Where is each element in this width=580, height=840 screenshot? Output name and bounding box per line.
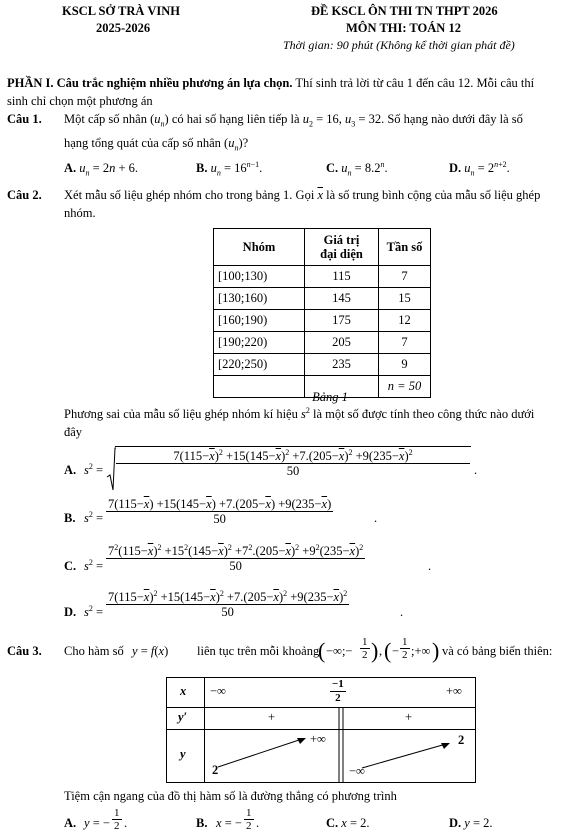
vt-crit-num: −1: [332, 678, 344, 690]
vt-y-right-start: −∞: [349, 764, 365, 778]
header-right-3: Thời gian: 90 phút (Không kể thời gian phát đề): [283, 38, 515, 52]
part1-title: PHẦN I. Câu trắc nghiệm nhiều phương án lựa chọn.: [7, 76, 293, 90]
table-cell: [160;190): [214, 310, 305, 332]
q1-label: Câu 1.: [7, 112, 42, 126]
q2-text-2: là số trung bình cộng của mẫu số liệu ghép: [326, 188, 541, 202]
table-cell: 9: [379, 354, 431, 376]
header-right-1: ĐỀ KSCL ÔN THI TN THPT 2026: [311, 4, 498, 18]
vt-y-left-start: 2: [212, 763, 219, 777]
q1-option-c[interactable]: C. $u_n = 8.2^n$.: [326, 159, 388, 178]
q1-text: Một cấp số nhân $(u_n)$ có hai số hạng liên tiếp là $u_2 = 16$, $u_3 = 32$. Số hạng nào dưới đây là số: [64, 112, 523, 129]
table-cell: 7: [379, 332, 431, 354]
vt-crit-den: 2: [335, 692, 341, 704]
q1-line2: hạng tổng quát của cấp số nhân $(u_n)$?: [64, 136, 249, 153]
table-header-value-1: Giá trị: [323, 233, 360, 247]
table-cell: [100;130): [214, 266, 305, 288]
table-header-frequency: Tần số: [379, 229, 431, 266]
q1-option-b-label: B.: [196, 161, 208, 175]
q3-option-d-label: D.: [449, 816, 462, 830]
q1-option-d[interactable]: D. $u_n = 2^{n+2}$.: [449, 159, 510, 178]
q3-option-c[interactable]: C. x = 2.: [326, 816, 370, 830]
q3-option-a-label: A.: [64, 816, 77, 830]
vt-sign-right: +: [405, 710, 413, 724]
variation-table: [166, 677, 476, 783]
q1-option-a[interactable]: A. $u_n = 2n + 6$.: [64, 161, 139, 178]
q3-text-c: và có bảng biến thiên:: [442, 644, 553, 658]
part1-instruction-2: sinh chỉ chọn một phương án: [7, 94, 153, 108]
table-cell: [220;250): [214, 354, 305, 376]
table-total: n = 50: [379, 376, 431, 398]
table-row: [214, 288, 431, 310]
vt-y-right-end: 2: [458, 733, 465, 747]
table-cell: 145: [305, 288, 379, 310]
q2-text: Xét mẫu số liệu ghép nhóm cho trong bảng 1. Gọi $\overline{x}$ là số trung bình cộng của mẫu số liệu ghép: [64, 188, 541, 202]
q2-option-c-label: C.: [64, 559, 77, 573]
table-cell: 205: [305, 332, 379, 354]
frequency-table: [213, 228, 431, 398]
part1-intro: [7, 74, 575, 110]
q2-text-3: nhóm.: [64, 206, 96, 220]
q2-text-1: Xét mẫu số liệu ghép nhóm cho trong bảng 1. Gọi: [64, 188, 315, 202]
q1-option-c-label: C.: [326, 161, 339, 175]
table-cell: 235: [305, 354, 379, 376]
sqrt-icon: [106, 447, 116, 491]
vt-y-label: y: [180, 747, 186, 761]
vt-x-label: x: [180, 684, 187, 698]
q2-text-4: Phương sai của mẫu số liệu ghép nhóm kí hiệu $s^2$ là một số được tính theo công thức nào dưới: [64, 405, 535, 421]
q1-text-c: . Số hạng nào dưới đây là số: [381, 112, 523, 126]
vt-sign-left: +: [268, 710, 276, 724]
header-left-1: KSCL SỞ TRÀ VINH: [62, 4, 180, 18]
q2-text-4a: Phương sai của mẫu số liệu ghép nhóm kí hiệu: [64, 407, 298, 421]
vt-y-left-end: +∞: [310, 732, 326, 746]
vt-yprime-label: y′: [178, 710, 188, 724]
header-right-2: MÔN THI: TOÁN 12: [346, 21, 461, 35]
table-caption: Bảng 1: [312, 390, 348, 404]
q3-text-a: Cho hàm số: [64, 644, 124, 658]
vt-x-neg-inf: −∞: [210, 684, 226, 698]
table-row: [214, 354, 431, 376]
table-cell: 12: [379, 310, 431, 332]
q1-text-b: có hai số hạng liên tiếp là: [171, 112, 300, 126]
q2-b-denominator: 50: [213, 512, 226, 526]
table-cell: 175: [305, 310, 379, 332]
q1-option-d-label: D.: [449, 161, 462, 175]
q1-option-a-label: A.: [64, 161, 77, 175]
table-row: [214, 332, 431, 354]
q2-c-denominator: 50: [229, 559, 242, 573]
q1-line2-text: hạng tổng quát của cấp số nhân: [64, 136, 221, 150]
q2-d-denominator: 50: [221, 605, 234, 619]
table-cell: [130;160): [214, 288, 305, 310]
header-left-2: 2025-2026: [96, 21, 151, 35]
q3-option-c-label: C.: [326, 816, 339, 830]
table-cell: 15: [379, 288, 431, 310]
q3-label: Câu 3.: [7, 644, 42, 658]
table-cell: [190;220): [214, 332, 305, 354]
q3-option-d[interactable]: D. y = 2.: [449, 816, 493, 830]
q2-text-4b: là một số được tính theo công thức nào dưới: [312, 407, 535, 421]
q2-text-5: đây: [64, 425, 83, 439]
q2-a-denominator: 50: [286, 464, 300, 478]
q3-text-b: liên tục trên mỗi khoảng: [197, 644, 320, 658]
table-cell: 115: [305, 266, 379, 288]
table-row: [214, 266, 431, 288]
q2-option-b-label: B.: [64, 511, 76, 525]
q2-option-a-label: A.: [64, 463, 77, 477]
table-cell: 7: [379, 266, 431, 288]
table-header-value-2: đại diện: [320, 247, 363, 261]
table-header-value: [305, 229, 379, 266]
table-header-group: Nhóm: [214, 229, 305, 266]
q2-option-d-label: D.: [64, 605, 77, 619]
q3-question: Tiệm cận ngang của đồ thị hàm số là đường thẳng có phương trình: [64, 789, 397, 803]
table-row: [214, 310, 431, 332]
q3-option-b-label: B.: [196, 816, 208, 830]
q1-text-a: Một cấp số nhân: [64, 112, 147, 126]
part1-instruction-1: Thí sinh trả lời từ câu 1 đến câu 12. Mỗi câu thí: [292, 76, 535, 90]
vt-x-pos-inf: +∞: [446, 684, 462, 698]
q1-option-b[interactable]: B. $u_n = 16^{n-1}$.: [196, 159, 263, 178]
q2-label: Câu 2.: [7, 188, 42, 202]
